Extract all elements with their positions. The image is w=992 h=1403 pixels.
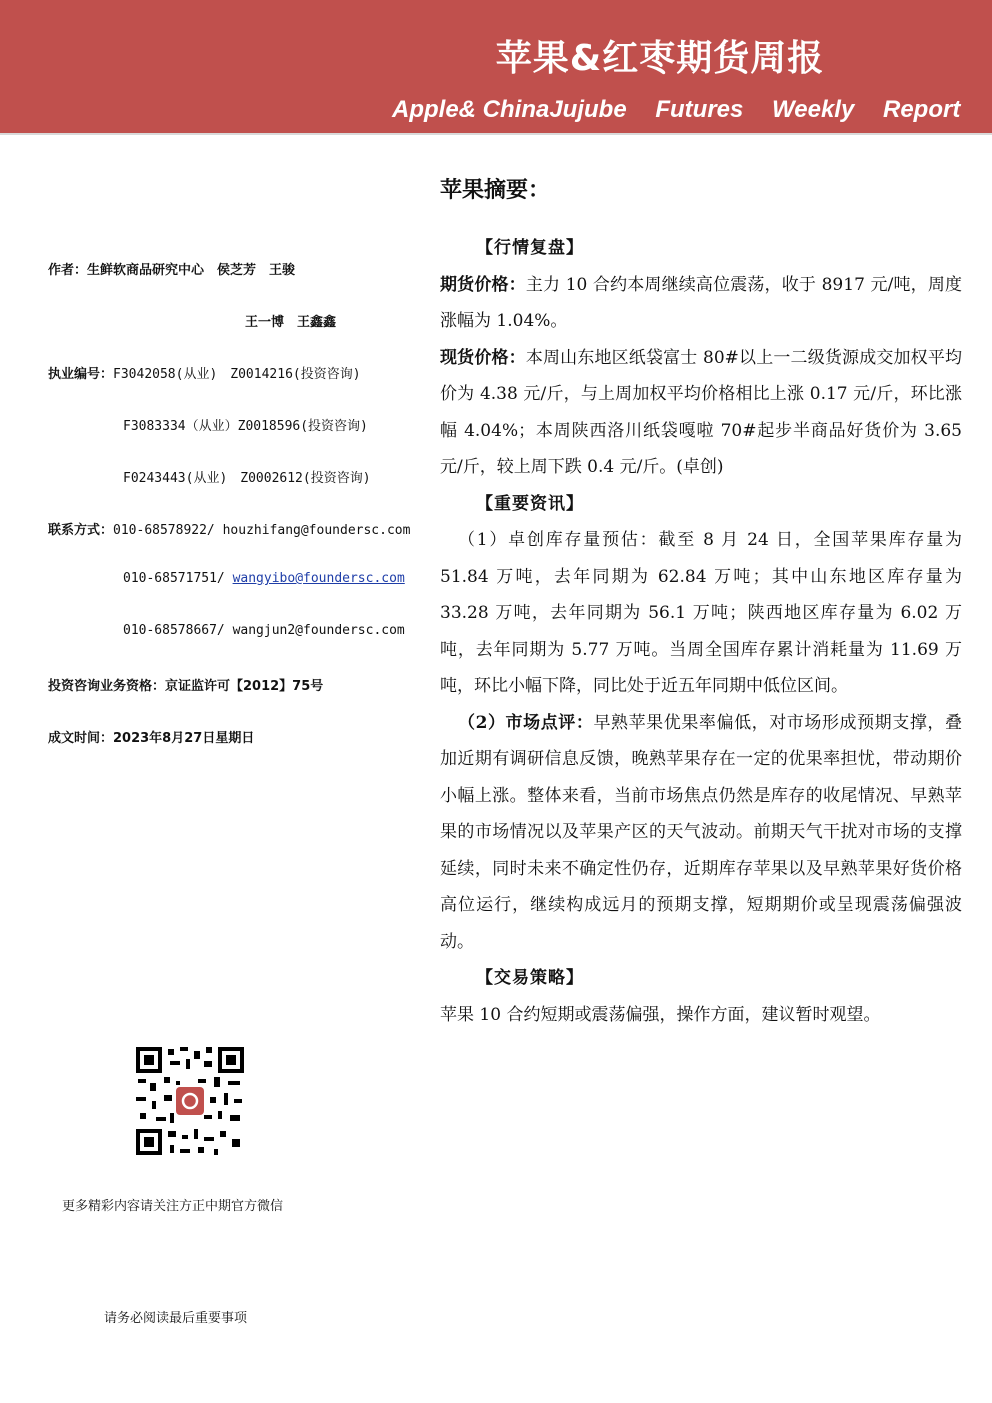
contact-value: 010-68578667/ wangjun2@foundersc.com: [123, 623, 405, 638]
report-title-cn: 苹果&红枣期货周报: [495, 38, 825, 79]
spot-label: 现货价格：: [440, 347, 526, 368]
wechat-qr-code: [134, 1045, 246, 1157]
email-link[interactable]: wangyibo@foundersc.com: [232, 571, 405, 586]
license-number: F0243443(从业) Z0002612(投资咨询): [123, 471, 371, 486]
author-row: [48, 259, 295, 278]
contact-label: 联系方式：: [48, 523, 114, 538]
author-label: 作者：: [48, 263, 88, 278]
header-banner: [0, 0, 992, 133]
strategy-paragraph: 苹果 10 合约短期或震荡偏强，操作方面，建议暂时观望。: [440, 1004, 881, 1025]
qualification: 投资咨询业务资格：京证监许可【2012】75号: [48, 679, 324, 694]
title-en-part: Futures: [655, 96, 744, 123]
report-body: [440, 230, 962, 1033]
license-number: F3042058(从业) Z0014216(投资咨询): [113, 367, 361, 382]
license-label: 执业编号：: [48, 367, 114, 382]
contact-phone: 010-68571751/: [123, 571, 233, 586]
section-title-news: 【重要资讯】: [476, 493, 584, 514]
futures-label: 期货价格：: [440, 274, 526, 295]
report-date: 成文时间：2023年8月27日星期日: [48, 731, 255, 746]
futures-text: 主力 10 合约本周继续高位震荡，收于 8917 元/吨，周度涨幅为 1.04%。: [440, 274, 962, 331]
contact-row-2: [123, 571, 405, 586]
title-en-part: Weekly: [772, 96, 855, 123]
contact-value: 010-68578922/ houzhifang@foundersc.com: [113, 523, 411, 538]
news2-text: 早熟苹果优果率偏低，对市场形成预期支撑，叠加近期有调研信息反馈，晚熟苹果存在一定的优果率担忧，带动期价小幅上涨。整体来看，当前市场焦点仍然是库存的收尾情况、早熟苹果的市场情况以及苹果产区的天气波动。前期天气干扰对市场的支撑延续，同时未来不确定性仍存，近期库存苹果以及早熟苹果好货价格高位运行，继续构成远月的预期支撑，短期期价或呈现震荡偏强波动。: [440, 712, 962, 952]
news-paragraph-2: [440, 705, 962, 961]
report-title-en: [392, 96, 961, 124]
contact-row: [48, 519, 410, 538]
title-en-part: Apple& ChinaJujube: [392, 96, 627, 123]
wechat-note: 更多精彩内容请关注方正中期官方微信: [62, 1199, 284, 1214]
author-names: 生鲜软商品研究中心 侯芝芳 王骏: [87, 263, 296, 278]
author-row-2: 王一博 王鑫鑫: [245, 315, 337, 330]
futures-paragraph: [440, 267, 962, 340]
header-divider: [0, 133, 992, 135]
spot-text: 本周山东地区纸袋富士 80#以上一二级货源成交加权平均价为 4.38 元/斤，与上周加权平均价格相比上涨 0.17 元/斤，环比涨幅 4.04%；本周陕西洛川纸袋嘎啦 70#起步半商品好货价为 3.65 元/斤，较上周下跌 0.4 元/斤。(卓创): [440, 347, 963, 477]
section-title-review: 【行情复盘】: [476, 238, 584, 258]
title-en-part: Report: [883, 96, 961, 123]
news2-label: （2）市场点评：: [458, 712, 594, 733]
section-title-strategy: 【交易策略】: [476, 968, 584, 988]
license-number: F3083334（从业）Z0018596(投资咨询): [123, 419, 368, 434]
spot-paragraph: [440, 340, 962, 486]
summary-heading: 苹果摘要：: [440, 178, 551, 203]
license-row: [48, 363, 361, 382]
news-paragraph-1: （1）卓创库存量预估：截至 8 月 24 日，全国苹果库存量为 51.84 万吨，去年同期为 62.84 万吨；其中山东地区库存量为 33.28 万吨，去年同期为 56.1 万吨；陕西地区库存量为 6.02 万吨，去年同期为 5.77 万吨。当周全国库存累计消耗量为 11.69 万吨，环比小幅下降，同比处于近五年同期中低位区间。: [440, 530, 962, 696]
disclaimer-note: 请务必阅读最后重要事项: [104, 1311, 248, 1326]
